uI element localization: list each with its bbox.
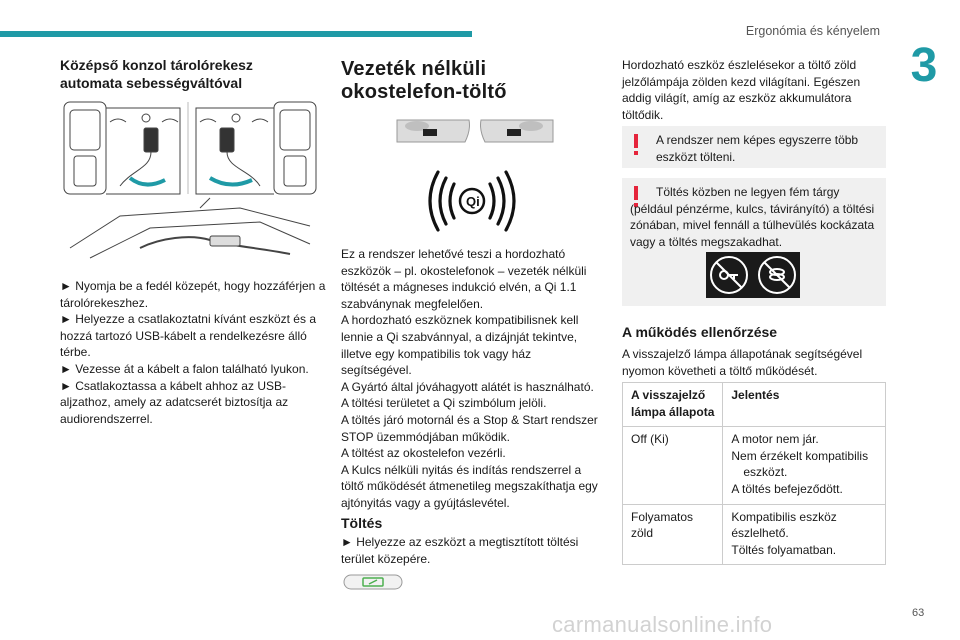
table-row bbox=[623, 427, 886, 504]
table-header-meaning: Jelentés bbox=[731, 388, 780, 402]
section-title: Ergonómia és kényelem bbox=[745, 24, 880, 38]
check-text: A visszajelző lámpa állapotának segítségével nyomon követheti a töltő működését. bbox=[622, 347, 863, 378]
header-accent-bar bbox=[0, 31, 472, 37]
middle-paragraph: A töltést az okostelefon vezérli. bbox=[341, 446, 506, 461]
warning-box-1 bbox=[622, 126, 886, 168]
middle-paragraph: A Gyártó által jóváhagyott alátét is használható. bbox=[341, 379, 594, 394]
console-illustration bbox=[60, 98, 322, 266]
table-cell-state: Folyamatos zöld bbox=[623, 504, 723, 565]
qi-wireless-icon bbox=[424, 170, 520, 232]
left-paragraph: ► Nyomja be a fedél közepét, hogy hozzáférjen a tárolórekeszhez. bbox=[60, 279, 326, 310]
check-subheading: A működés ellenőrzése bbox=[622, 324, 778, 340]
middle-paragraph: A töltési területet a Qi szimbólum jelöli. bbox=[341, 396, 547, 411]
no-metal-objects-icon bbox=[706, 252, 800, 298]
middle-paragraph: A Kulcs nélküli nyitás és indítás rendszerrel a töltő működését átmenetileg megszakíthatja egy ajtónyitás vagy a gyújtáslevétel. bbox=[341, 462, 598, 510]
right-intro: Hordozható eszköz észlelésekor a töltő zöld jelzőlámpája zölden kezd világítani. Egészen addig világít, amíg az eszköz akkumulátora töltődik. bbox=[622, 58, 861, 122]
table-header-state: A visszajelző lámpa állapota bbox=[623, 383, 723, 427]
meaning-line: Kompatibilis eszköz észlelhető. bbox=[731, 509, 837, 541]
charging-pad-icon bbox=[343, 574, 403, 590]
meaning-line: Töltés folyamatban. bbox=[731, 542, 837, 557]
meaning-line: A motor nem jár. bbox=[731, 432, 819, 447]
left-heading-line1: Középső konzol tárolórekesz bbox=[60, 57, 253, 73]
charging-step: ► Helyezze az eszközt a megtisztított töltési terület közepére. bbox=[341, 535, 579, 566]
left-paragraphs bbox=[60, 278, 328, 427]
table-cell-meaning bbox=[723, 427, 886, 504]
left-paragraph: ► Vezesse át a kábelt a falon található lyukon. bbox=[60, 361, 309, 376]
svg-text:Qi: Qi bbox=[466, 194, 480, 209]
chapter-number: 3 bbox=[910, 39, 938, 92]
left-paragraph: ► Helyezze a csatlakoztatni kívánt eszközt és a hozzá tartozó USB-kábelt a rendelkezésre álló térbe. bbox=[60, 312, 316, 360]
middle-paragraphs bbox=[341, 246, 603, 512]
charging-subheading: Töltés bbox=[341, 515, 383, 531]
middle-heading-line1: Vezeték nélküli bbox=[341, 58, 487, 80]
middle-paragraph: Ez a rendszer lehetővé teszi a hordozható eszközök – pl. okostelefonok – vezeték nélküli töltését a mágneses indukció elvén, a Qi 1.1 szabványnak megfelelően. bbox=[341, 247, 587, 311]
meaning-line: Nem érzékelt kompatibilis eszközt. bbox=[731, 448, 869, 480]
middle-paragraph: A töltés járó motornál és a Stop & Start rendszer STOP üzemmódjában működik. bbox=[341, 412, 598, 444]
indicator-status-table bbox=[622, 382, 886, 565]
middle-paragraph: A hordozható eszköznek kompatibilisnek kell lennie a Qi szabvánnyal, a dizájnját tekintve, illetve egy kompatibilis tok vagy ház segítségével. bbox=[341, 313, 579, 378]
warning-box-2 bbox=[622, 178, 886, 306]
page-number: 63 bbox=[912, 607, 925, 619]
table-cell-state: Off (Ki) bbox=[623, 427, 723, 504]
table-cell-meaning bbox=[723, 504, 886, 565]
watermark: carmanualsonline.info bbox=[552, 612, 773, 637]
left-heading-line2: automata sebességváltóval bbox=[60, 75, 243, 91]
left-column bbox=[60, 56, 328, 92]
left-paragraph: ► Csatlakoztassa a kábelt ahhoz az USB-aljzathoz, amely az adatcserét biztosítja az audiorendszerrel. bbox=[60, 378, 289, 426]
middle-heading bbox=[341, 58, 601, 104]
warning-text-2: Töltés közben ne legyen fém tárgy (például pénzérme, kulcs, távirányító) a töltési zónában, mivel fennáll a túlhevülés kockázata vagy a töltés megszakadhat. bbox=[630, 185, 875, 249]
warning-text-1: A rendszer nem képes egyszerre több eszközt tölteni. bbox=[656, 133, 859, 164]
meaning-line: A töltés befejeződött. bbox=[731, 481, 843, 496]
table-header-row bbox=[623, 383, 886, 427]
warning-icon-dot bbox=[634, 151, 638, 155]
charger-location-illustration bbox=[395, 116, 555, 146]
warning-icon bbox=[634, 134, 638, 148]
middle-heading-line2: okostelefon-töltő bbox=[341, 81, 507, 103]
table-row bbox=[623, 504, 886, 565]
